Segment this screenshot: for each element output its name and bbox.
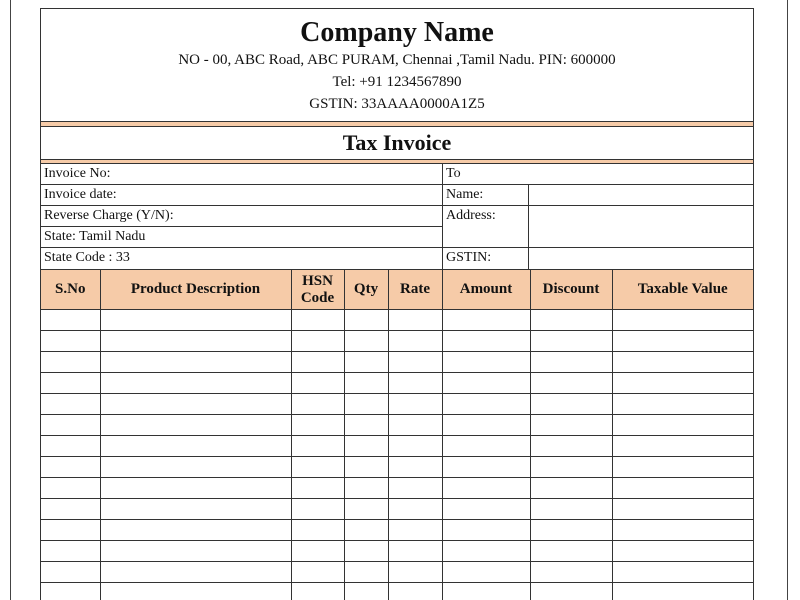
- table-cell[interactable]: [612, 352, 753, 373]
- table-cell[interactable]: [530, 415, 612, 436]
- table-cell[interactable]: [344, 310, 388, 331]
- reverse-charge-field[interactable]: Reverse Charge (Y/N):: [41, 206, 442, 227]
- table-cell[interactable]: [344, 415, 388, 436]
- table-cell[interactable]: [442, 436, 530, 457]
- table-cell[interactable]: [41, 394, 100, 415]
- table-cell[interactable]: [388, 457, 442, 478]
- table-cell[interactable]: [100, 331, 291, 352]
- state-field[interactable]: State: Tamil Nadu: [41, 227, 442, 248]
- table-cell[interactable]: [291, 415, 344, 436]
- table-cell[interactable]: [442, 373, 530, 394]
- column-header-hsn-code: HSN Code: [291, 270, 344, 310]
- table-cell[interactable]: [41, 310, 100, 331]
- table-cell[interactable]: [388, 520, 442, 541]
- table-cell[interactable]: [291, 478, 344, 499]
- invoice-header: [41, 9, 753, 121]
- table-cell[interactable]: [612, 520, 753, 541]
- table-cell[interactable]: [41, 415, 100, 436]
- table-row: [41, 478, 753, 499]
- table-cell[interactable]: [388, 310, 442, 331]
- table-cell[interactable]: [388, 499, 442, 520]
- table-cell[interactable]: [344, 541, 388, 562]
- table-row: [41, 499, 753, 520]
- invoice-date-field[interactable]: Invoice date:: [41, 185, 442, 206]
- table-cell[interactable]: [388, 373, 442, 394]
- table-cell[interactable]: [530, 520, 612, 541]
- table-cell[interactable]: [442, 394, 530, 415]
- table-cell[interactable]: [612, 373, 753, 394]
- table-cell[interactable]: [100, 415, 291, 436]
- table-cell[interactable]: [291, 541, 344, 562]
- table-cell[interactable]: [291, 352, 344, 373]
- gstin-row: [443, 248, 753, 269]
- table-cell[interactable]: [41, 331, 100, 352]
- table-cell[interactable]: [530, 373, 612, 394]
- table-cell[interactable]: [291, 457, 344, 478]
- table-cell[interactable]: [442, 541, 530, 562]
- invoice-no-field[interactable]: Invoice No:: [41, 164, 442, 185]
- table-cell[interactable]: [530, 394, 612, 415]
- name-row: [443, 185, 753, 206]
- table-cell[interactable]: [41, 373, 100, 394]
- table-cell[interactable]: [100, 520, 291, 541]
- to-value[interactable]: [529, 164, 753, 184]
- to-row: [443, 164, 753, 185]
- table-cell[interactable]: [344, 436, 388, 457]
- table-cell[interactable]: [442, 520, 530, 541]
- table-cell[interactable]: [612, 562, 753, 583]
- table-cell[interactable]: [344, 583, 388, 600]
- table-cell[interactable]: [344, 478, 388, 499]
- to-label: To: [446, 166, 461, 181]
- address-label: Address:: [443, 206, 529, 247]
- invoice-info: [41, 164, 753, 270]
- table-cell[interactable]: [442, 331, 530, 352]
- table-cell[interactable]: [530, 352, 612, 373]
- table-cell[interactable]: [41, 499, 100, 520]
- column-header-rate: Rate: [388, 270, 442, 310]
- items-header-row: [41, 270, 753, 310]
- column-header-taxable-value: Taxable Value: [612, 270, 753, 310]
- table-cell[interactable]: [100, 499, 291, 520]
- table-cell[interactable]: [100, 394, 291, 415]
- table-cell[interactable]: [442, 310, 530, 331]
- table-cell[interactable]: [612, 310, 753, 331]
- table-cell[interactable]: [530, 499, 612, 520]
- table-row: [41, 331, 753, 352]
- name-label: Name:: [443, 185, 529, 205]
- table-cell[interactable]: [291, 373, 344, 394]
- invoice-sheet: [40, 8, 754, 600]
- table-cell[interactable]: [388, 415, 442, 436]
- company-name: Company Name: [300, 17, 494, 48]
- table-cell[interactable]: [388, 562, 442, 583]
- table-cell[interactable]: [530, 436, 612, 457]
- table-cell[interactable]: [612, 415, 753, 436]
- table-cell[interactable]: [344, 520, 388, 541]
- table-cell[interactable]: [344, 457, 388, 478]
- table-cell[interactable]: [530, 478, 612, 499]
- table-row: [41, 457, 753, 478]
- gstin-field[interactable]: [529, 248, 753, 269]
- table-cell[interactable]: [530, 457, 612, 478]
- table-row: [41, 562, 753, 583]
- table-cell[interactable]: [530, 541, 612, 562]
- items-body: [41, 310, 753, 600]
- table-cell[interactable]: [100, 541, 291, 562]
- table-cell[interactable]: [291, 436, 344, 457]
- company-tel: Tel: +91 1234567890: [332, 74, 462, 90]
- table-row: [41, 373, 753, 394]
- table-cell[interactable]: [100, 352, 291, 373]
- table-cell[interactable]: [388, 436, 442, 457]
- table-row: [41, 541, 753, 562]
- table-cell[interactable]: [388, 541, 442, 562]
- items-table: [41, 270, 753, 600]
- table-cell[interactable]: [612, 499, 753, 520]
- table-cell[interactable]: [344, 394, 388, 415]
- column-header-discount: Discount: [530, 270, 612, 310]
- table-cell[interactable]: [100, 478, 291, 499]
- table-cell[interactable]: [291, 310, 344, 331]
- table-cell[interactable]: [612, 394, 753, 415]
- table-cell[interactable]: [100, 562, 291, 583]
- table-cell[interactable]: [442, 499, 530, 520]
- table-cell[interactable]: [41, 583, 100, 600]
- table-row: [41, 583, 753, 600]
- column-header-sno: S.No: [41, 270, 100, 310]
- gstin-label: GSTIN:: [443, 248, 529, 269]
- table-cell[interactable]: [530, 583, 612, 600]
- table-cell[interactable]: [388, 331, 442, 352]
- invoice-details: [41, 164, 443, 269]
- table-cell[interactable]: [442, 352, 530, 373]
- table-cell[interactable]: [442, 562, 530, 583]
- table-cell[interactable]: [41, 520, 100, 541]
- company-gstin: GSTIN: 33AAAA0000A1Z5: [309, 96, 485, 112]
- table-cell[interactable]: [100, 436, 291, 457]
- invoice-title: Tax Invoice: [342, 130, 452, 155]
- table-cell[interactable]: [612, 331, 753, 352]
- table-cell[interactable]: [612, 541, 753, 562]
- table-cell[interactable]: [291, 394, 344, 415]
- table-cell[interactable]: [344, 331, 388, 352]
- table-cell[interactable]: [100, 373, 291, 394]
- table-cell[interactable]: [344, 499, 388, 520]
- table-row: [41, 436, 753, 457]
- table-cell[interactable]: [442, 457, 530, 478]
- table-cell[interactable]: [612, 583, 753, 600]
- table-cell[interactable]: [388, 394, 442, 415]
- table-cell[interactable]: [388, 352, 442, 373]
- address-field[interactable]: [529, 206, 753, 247]
- table-cell[interactable]: [100, 310, 291, 331]
- table-row: [41, 394, 753, 415]
- column-header-product-description: Product Description: [100, 270, 291, 310]
- table-cell[interactable]: [41, 457, 100, 478]
- table-cell[interactable]: [612, 478, 753, 499]
- table-cell[interactable]: [530, 331, 612, 352]
- table-row: [41, 352, 753, 373]
- table-cell[interactable]: [344, 562, 388, 583]
- table-cell[interactable]: [100, 583, 291, 600]
- table-cell[interactable]: [612, 457, 753, 478]
- table-cell[interactable]: [291, 499, 344, 520]
- table-row: [41, 520, 753, 541]
- table-cell[interactable]: [442, 583, 530, 600]
- recipient-details: [443, 164, 753, 269]
- table-cell[interactable]: [41, 352, 100, 373]
- name-field[interactable]: [529, 185, 753, 205]
- table-row: [41, 415, 753, 436]
- table-cell[interactable]: [291, 562, 344, 583]
- table-cell[interactable]: [344, 373, 388, 394]
- table-cell[interactable]: [388, 583, 442, 600]
- company-address: NO - 00, ABC Road, ABC PURAM, Chennai ,Tamil Nadu. PIN: 600000: [178, 52, 616, 68]
- table-cell[interactable]: [41, 541, 100, 562]
- table-cell[interactable]: [100, 457, 291, 478]
- table-cell[interactable]: [41, 478, 100, 499]
- table-cell[interactable]: [530, 310, 612, 331]
- table-cell[interactable]: [344, 352, 388, 373]
- table-cell[interactable]: [41, 436, 100, 457]
- table-cell[interactable]: [291, 520, 344, 541]
- column-header-amount: Amount: [442, 270, 530, 310]
- table-cell[interactable]: [41, 562, 100, 583]
- table-cell[interactable]: [442, 478, 530, 499]
- table-cell[interactable]: [612, 436, 753, 457]
- table-cell[interactable]: [388, 478, 442, 499]
- column-header-qty: Qty: [344, 270, 388, 310]
- table-cell[interactable]: [291, 331, 344, 352]
- address-row: [443, 206, 753, 248]
- state-code-field[interactable]: State Code : 33: [44, 250, 130, 265]
- table-cell[interactable]: [442, 415, 530, 436]
- table-cell[interactable]: [291, 583, 344, 600]
- table-cell[interactable]: [530, 562, 612, 583]
- table-row: [41, 310, 753, 331]
